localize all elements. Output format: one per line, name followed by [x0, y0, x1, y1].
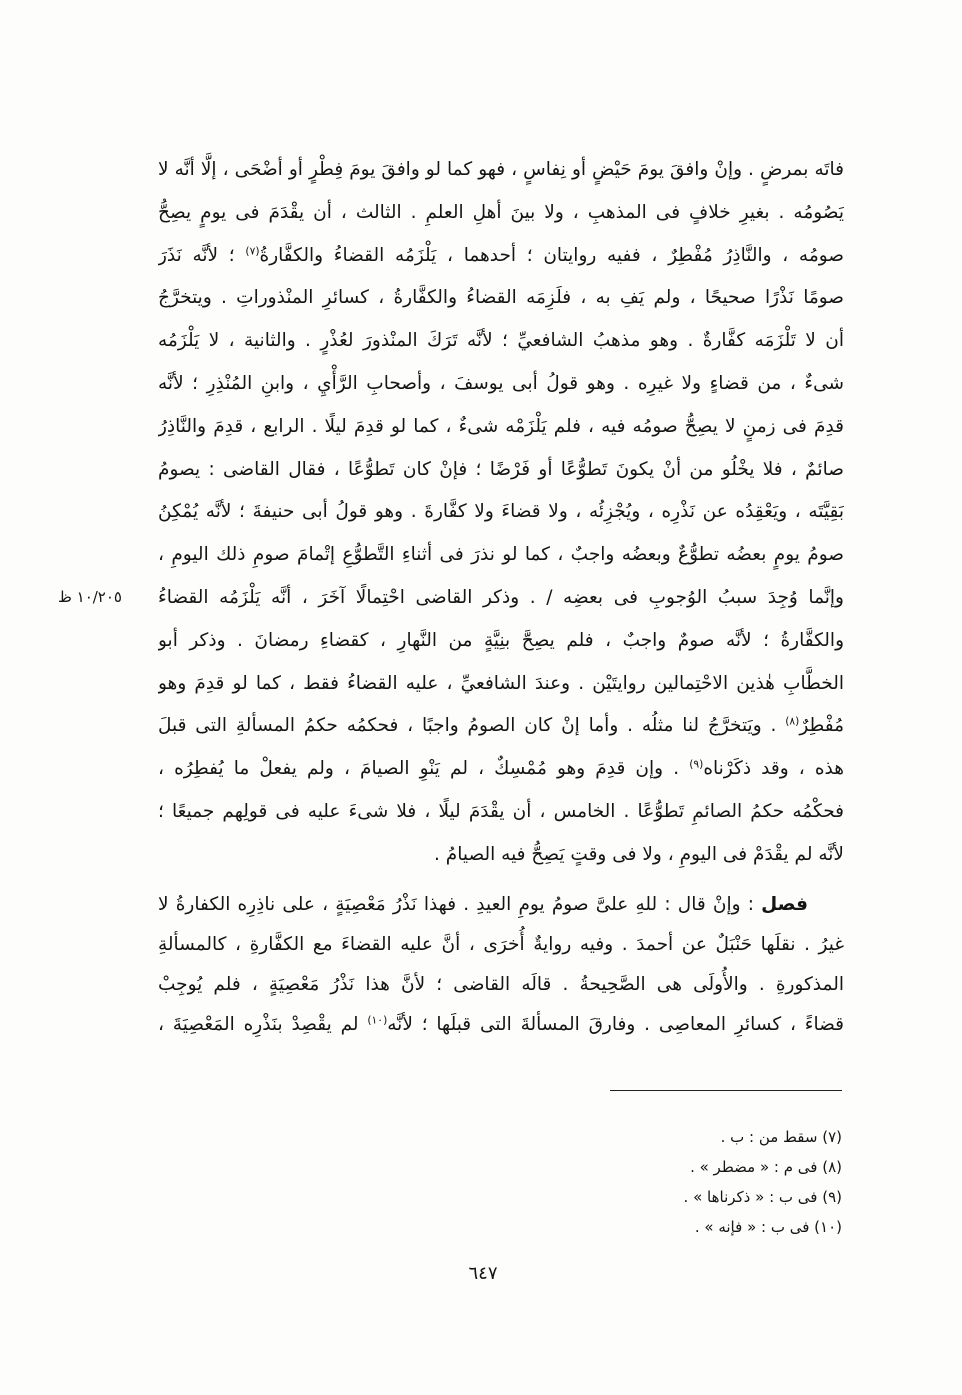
- text-line: [158, 534, 844, 577]
- text-line: [158, 363, 844, 406]
- line-text: صومُ يومٍ بعضُه تطوُّعٌ وبعضُه واجبٌ ، كما لو نذرَ فى أثناءِ التَّطوُّعِ إتْمامَ صومِ ذلك اليومِ ،: [158, 544, 844, 566]
- footnote-reference: (٨): [785, 714, 800, 728]
- footnote-reference: (٧): [245, 244, 260, 258]
- text-line: [158, 834, 844, 877]
- line-text: لأنَّه لم يقْدَمْ فى اليومِ ، ولا فى وقتٍ يَصِحُّ فيه الصيامُ .: [434, 843, 844, 865]
- line-text: وإنَّما وُجِدَ سببُ الوُجوبِ فى بعضِه / . وذكر القاضى احْتِمالًا آخَرَ ، أنَّه يَلْزَمُه القضاءُ: [158, 586, 844, 608]
- text-line: [158, 885, 844, 925]
- text-line: [158, 965, 844, 1005]
- text-line: [158, 748, 844, 791]
- footnote: (٨) فى م : « مضطر » .: [690, 1158, 842, 1176]
- line-text: : وإنْ قال : للهِ علىَّ صومُ يومِ العيدِ . فهذا نَذْرُ مَعْصِيَةٍ ، على ناذِرِه الكفارةُ لا: [158, 894, 762, 915]
- footnote: (١٠) فى ب : « فإنه » .: [694, 1218, 842, 1236]
- text-line: [158, 663, 844, 706]
- line-text: فاتَه بمرضٍ . وإنْ وافقَ يومَ حَيْضٍ أو نِفاسٍ ، فهو كما لو وافقَ يومَ فِطْرٍ أو أضْحَى ، إلَّا أنَّه لا: [158, 159, 844, 180]
- section-heading: فصل: [761, 894, 808, 915]
- margin-note: ١٠/٢٠٥ ظ: [58, 588, 122, 606]
- text-line: [158, 277, 844, 320]
- text-line: [158, 320, 844, 363]
- line-text: لم يقْصِدْ بنَذْرِه المَعْصِيَةَ ،: [158, 1014, 368, 1035]
- text-line: [158, 491, 844, 534]
- text-line: [158, 1005, 844, 1045]
- line-text: الخطَّابِ هٰذين الاحْتِمالين روايتَيْن . وعندَ الشافعيِّ ، عليه القضاءُ فقط ، كما لو قدِمَ وهو: [158, 672, 844, 694]
- line-text: قدِمَ فى زمنٍ لا يصِحُّ صومُه فيه ، فلم يَلْزَمْه شىءٌ ، كما لو قدِمَ ليلًا . الرابع ، قدِمَ والنَّاذِرُ: [158, 415, 844, 437]
- line-text: مُفْطِرٌ: [799, 715, 844, 737]
- text-line: [158, 925, 844, 965]
- line-text: غيرُ . نقلَها حَنْبَلٌ عن أحمدَ . وفيه روايةٌ أُخرَى ، أنَّ عليه القضاءَ مع الكفَّارةِ ، كالمسألةِ: [158, 934, 844, 955]
- page-number: ٦٤٧: [468, 1263, 498, 1284]
- footnote-rule: [610, 1090, 842, 1091]
- text-line: [158, 577, 844, 620]
- line-text: . ويَتخرَّجُ لنا مثلُه . وأما إنْ كان الصومُ واجبًا ، فحكمُه حكمُ المسألةِ التى قبلَ: [158, 715, 786, 737]
- line-text: صائمٌ ، فلا يخْلُو من أنْ يكونَ تَطوُّعًا أو فَرْضًا ؛ فإنْ كان تَطوُّعًا ، فقال القاضى : يصومُ: [158, 458, 844, 480]
- line-text: . وإن قدِمَ وهو مُمْسِكٌ ، لم يَنْوِ الصيامَ ، ولم يفعلْ ما يُفطِرُه ،: [158, 758, 690, 780]
- text-line: [158, 192, 844, 235]
- line-text: صومُه ، والنَّاذِرُ مُفْطِرٌ ، ففيه روايتان ؛ أحدهما ، يَلْزَمُه القضاءُ والكفَّارةُ: [259, 244, 844, 266]
- text-line: [158, 791, 844, 834]
- text-line: [158, 449, 844, 492]
- line-text: ؛ لأنَّه نَذَرَ: [158, 244, 246, 266]
- text-line: [158, 235, 844, 278]
- line-text: فحكْمُه حكمُ الصائمِ تَطوُّعًا . الخامس ، أن يقْدَمَ ليلًا ، فلا شىءَ عليه فى قولِهم جميعًا ؛: [158, 800, 844, 822]
- footnote-reference: (٩): [689, 757, 704, 771]
- text-line: [158, 149, 844, 192]
- text-line: [158, 705, 844, 748]
- line-text: قضاءً ، كسائرِ المعاصِى . وفارقَ المسألةَ التى قبلَها ؛ لأنَّه: [387, 1014, 844, 1035]
- text-line: [158, 406, 844, 449]
- line-text: أن لا تَلْزَمَه كفَّارةٌ . وهو مذهبُ الشافعيِّ ؛ لأنَّه تَرَكَ المنْذورَ لعُذْرٍ . والثانية ، لا يَلْزَمُه: [158, 330, 844, 352]
- line-text: شىءٌ ، من قضاءٍ ولا غيرِه . وهو قولُ أبى يوسفَ ، وأصحابِ الرَّأْيِ ، وابنِ المُنْذِرِ ؛ لأنَّه: [158, 372, 844, 394]
- line-text: يَصُومُه . بغيرِ خلافٍ فى المذهبِ ، ولا بينَ أهلِ العلمِ . الثالث ، أن يقْدَمَ فى يومٍ يصِحُّ: [158, 201, 844, 223]
- paragraph-1: [158, 149, 844, 877]
- text-line: [158, 620, 844, 663]
- paragraph-2: [158, 885, 844, 1045]
- line-text: المذكورةِ . والأُولَى هى الصَّحِيحةُ . قالَه القاضى ؛ لأنَّ هذا نَذْرُ مَعْصِيَةٍ ، فلم يُوجِبْ: [158, 974, 844, 995]
- footnotes: [560, 1122, 842, 1242]
- footnote: (٩) فى ب : « ذكرناها » .: [683, 1188, 842, 1206]
- footnote: (٧) سقط من : ب .: [720, 1128, 842, 1146]
- line-text: بَقِيَّتَه ، ويَعْقِدُه عن نَذْرِه ، ويُجْزِئُه ، ولا قضاءَ ولا كفَّارةَ . وهو قولُ أبى حنيفةَ ؛ لأنَّه يُمْكِنُ: [158, 501, 844, 523]
- line-text: صومًا نَذْرًا صحيحًا ، ولم يَفِ به ، فلَزِمَه القضاءُ والكفَّارةُ ، كسائرِ المنْذوراتِ . ويتخرَّجُ: [158, 287, 844, 309]
- footnote-reference: (١٠): [367, 1013, 388, 1027]
- line-text: والكفَّارةُ ؛ لأنَّه صومٌ واجبٌ ، فلم يصِحَّ بنِيَّةٍ من النَّهارِ ، كقضاءِ رمضانَ . وذكر أبو: [158, 629, 844, 651]
- line-text: هذه ، وقد ذكَرْناه: [703, 758, 844, 780]
